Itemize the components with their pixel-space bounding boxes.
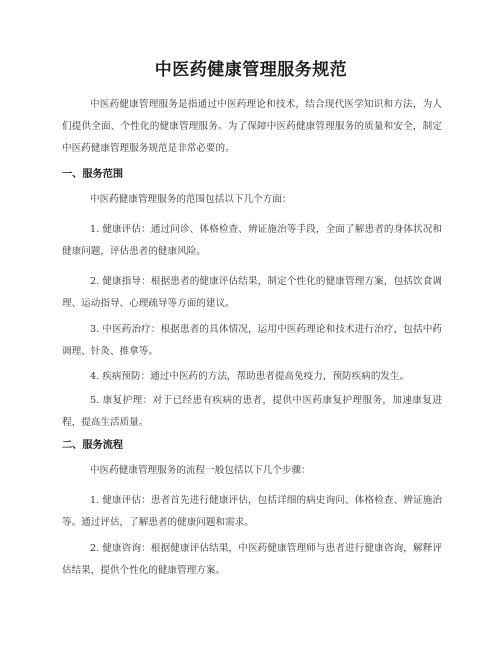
- section-heading-service-scope: 一、服务范围: [62, 169, 124, 180]
- document-title: 中医药健康管理服务规范: [154, 60, 348, 80]
- service-scope-item: 4. 疾病预防：通过中医药的方法，帮助患者提高免疫力，预防疾病的发生。: [90, 371, 410, 382]
- intro-paragraph: 中医药健康管理服务是指通过中医药理论和技术，结合现代医学知识和方法，为人们提供全面、个性化的健康管理服务。为了保障中医药健康管理服务的质量和安全，制定中医药健康管理服务规范是非常必要的。: [62, 99, 442, 154]
- service-scope-item: 3. 中医药治疗：根据患者的具体情况，运用中医药理论和技术进行治疗，包括中药调理、针灸、推拿等。: [62, 324, 442, 357]
- section-heading-service-process: 二、服务流程: [62, 440, 124, 451]
- service-scope-item: 1. 健康评估：通过问诊、体格检查、辨证施治等手段，全面了解患者的身体状况和健康问题，评估患者的健康风险。: [62, 224, 442, 257]
- service-process-lead: 中医药健康管理服务的流程一般包括以下几个步骤：: [90, 465, 311, 476]
- service-process-item: 1. 健康评估：患者首先进行健康评估，包括详细的病史询问、体格检查、辨证施治等。通过评估，了解患者的健康问题和需求。: [62, 495, 442, 528]
- service-scope-item: 2. 健康指导：根据患者的健康评估结果，制定个性化的健康管理方案，包括饮食调理、运动指导、心理疏导等方面的建议。: [62, 276, 442, 309]
- service-scope-lead: 中医药健康管理服务的范围包括以下几个方面：: [90, 194, 292, 205]
- service-process-item: 2. 健康咨询：根据健康评估结果，中医药健康管理师与患者进行健康咨询，解释评估结果，提供个性化的健康管理方案。: [62, 543, 442, 576]
- service-scope-item: 5. 康复护理：对于已经患有疾病的患者，提供中医药康复护理服务，加速康复进程，提高生活质量。: [62, 395, 442, 428]
